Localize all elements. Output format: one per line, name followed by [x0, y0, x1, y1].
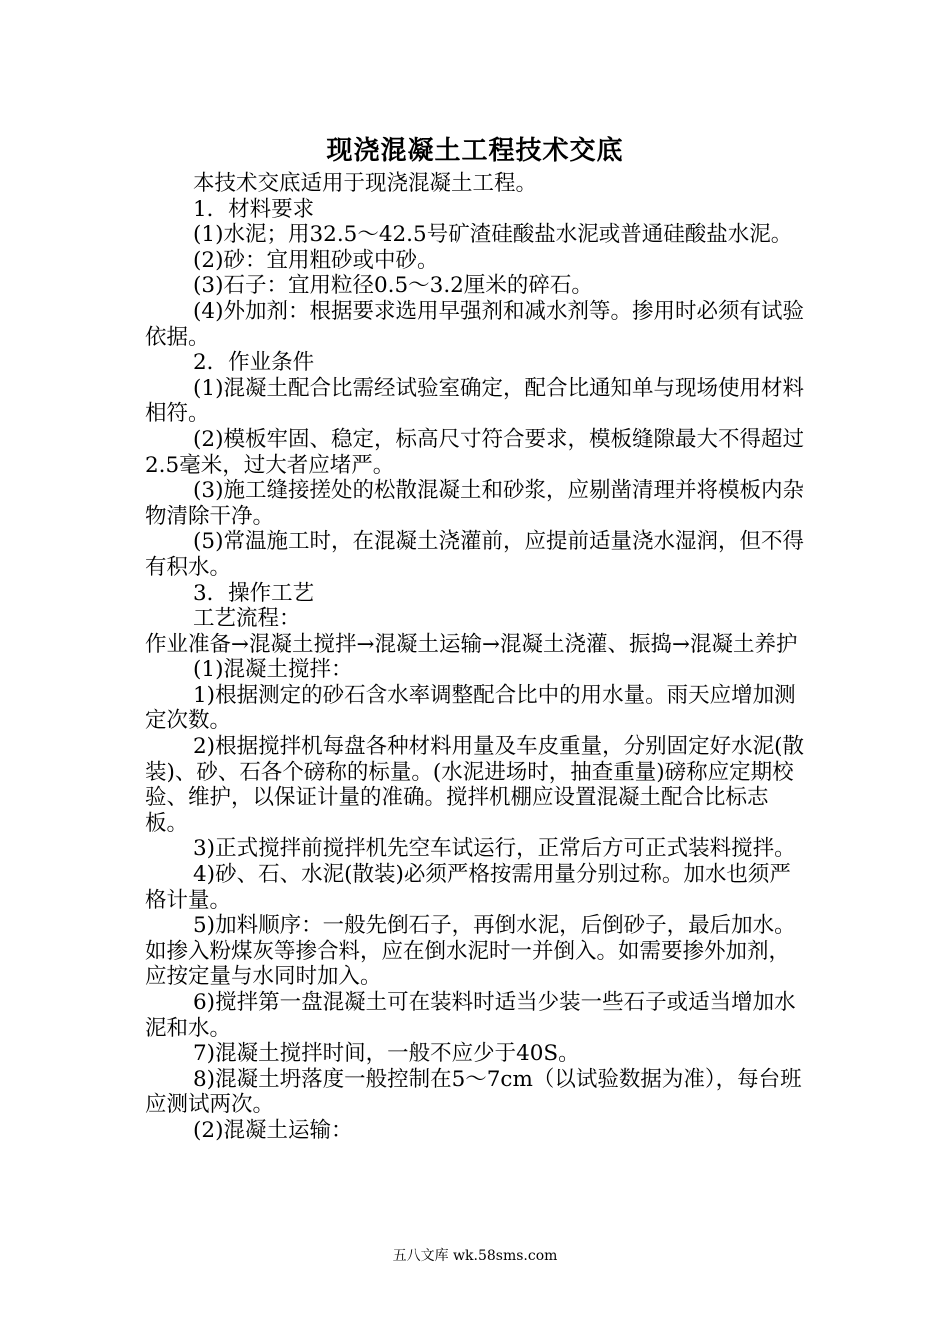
paragraph: 4)砂、石、水泥(散装)必须严格按需用量分别过称。加水也须严格计量。 [145, 862, 791, 913]
paragraph: (3)施工缝接搓处的松散混凝土和砂浆，应剔凿清理并将模板内杂物清除干净。 [145, 478, 804, 529]
paragraph: (1)水泥；用32.5～42.5号矿渣硅酸盐水泥或普通硅酸盐水泥。 [193, 222, 793, 248]
section-heading: 1．材料要求 [193, 196, 315, 222]
paragraph: (1)混凝土搅拌： [193, 657, 353, 683]
paragraph: 5)加料顺序：一般先倒石子，再倒水泥，后倒砂子，最后加水。如掺入粉煤灰等掺合料，应在倒水泥时一并倒入。如需要掺外加剂，应按定量与水同时加入。 [145, 913, 796, 990]
paragraph: 2)根据搅拌机每盘各种材料用量及车皮重量，分别固定好水泥(散装)、砂、石各个磅称的标量。(水泥进场时，抽查重量)磅称应定期校验、维护，以保证计量的准确。搅拌机棚应设置混凝土配合比标志板。 [145, 734, 804, 836]
section-heading: 3．操作工艺 [193, 580, 315, 606]
paragraph: 6)搅拌第一盘混凝土可在装料时适当少装一些石子或适当增加水泥和水。 [145, 990, 796, 1041]
paragraph: 3)正式搅拌前搅拌机先空车试运行，正常后方可正式装料搅拌。 [193, 836, 796, 862]
section-heading: 2．作业条件 [193, 350, 315, 376]
document-title: 现浇混凝土工程技术交底 [326, 136, 624, 166]
paragraph: 本技术交底适用于现浇混凝土工程。 [193, 171, 538, 196]
paragraph: (2)混凝土运输： [193, 1117, 353, 1143]
footer-watermark: 五八文库 wk.58sms.com [392, 1248, 558, 1264]
paragraph: 工艺流程： [193, 606, 301, 632]
paragraph: 8)混凝土坍落度一般控制在5～7cm（以试验数据为准），每台班应测试两次。 [145, 1066, 802, 1118]
paragraph: 1)根据测定的砂石含水率调整配合比中的用水量。雨天应增加测定次数。 [145, 682, 796, 734]
paragraph: (4)外加剂：根据要求选用早强剂和减水剂等。掺用时必须有试验依据。 [145, 298, 804, 350]
paragraph: (1)混凝土配合比需经试验室确定，配合比通知单与现场使用材料相符。 [145, 375, 804, 427]
paragraph: (2)模板牢固、稳定，标高尺寸符合要求，模板缝隙最大不得超过2.5毫米，过大者应堵严。 [145, 426, 804, 478]
document-body [145, 171, 805, 1144]
process-flow: 作业准备→混凝土搅拌→混凝土运输→混凝土浇灌、振捣→混凝土养护 [145, 631, 798, 657]
paragraph: (5)常温施工时，在混凝土浇灌前，应提前适量浇水湿润，但不得有积水。 [145, 529, 804, 580]
paragraph: (3)石子：宜用粒径0.5～3.2厘米的碎石。 [193, 273, 593, 299]
paragraph: 7)混凝土搅拌时间，一般不应少于40S。 [193, 1041, 580, 1067]
paragraph: (2)砂：宜用粗砂或中砂。 [193, 247, 439, 273]
